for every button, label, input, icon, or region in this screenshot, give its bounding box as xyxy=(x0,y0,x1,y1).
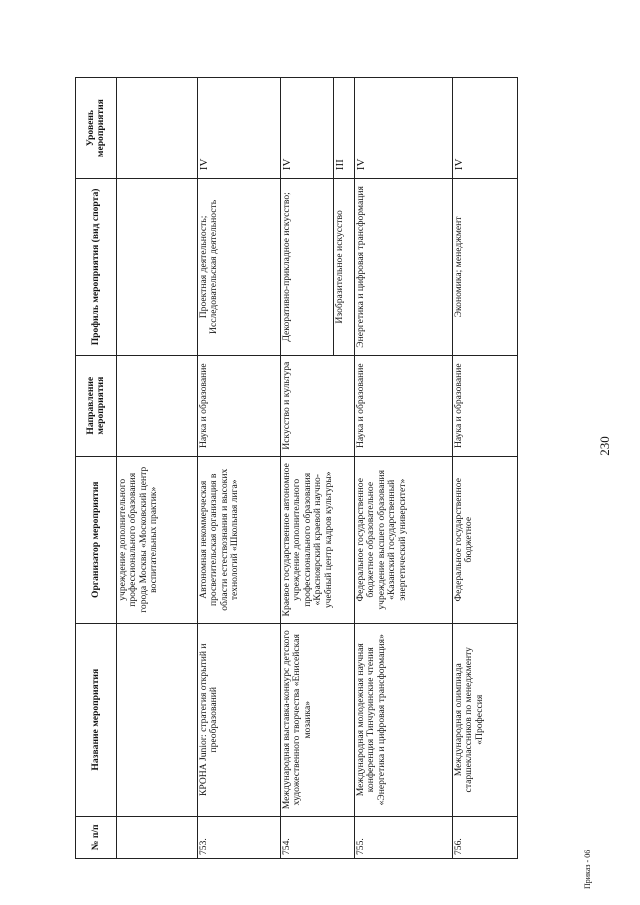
cell-level: IV xyxy=(198,78,281,179)
cell-profile xyxy=(117,179,198,355)
cell-organizer: Краевое государственное автономное учреждение дополнительного профессионального образования «Красноярский краевой научно-учебный центр кадров культуры» xyxy=(281,456,355,623)
cell-direction: Искусство и культура xyxy=(281,355,355,456)
cell-level: IV xyxy=(355,78,453,179)
cell-profile: Декоративно-прикладное искусство; xyxy=(281,179,334,355)
cell-name xyxy=(117,623,198,816)
table-row xyxy=(453,78,518,859)
cell-direction xyxy=(117,355,198,456)
header-level: Уровень мероприятия xyxy=(76,78,117,179)
cell-profile: Экономика; менеджмент xyxy=(453,179,518,355)
header-name: Название мероприятия xyxy=(76,623,117,816)
cell-level: IV xyxy=(281,78,334,179)
cell-num: 755. xyxy=(355,816,453,858)
cell-direction: Наука и образование xyxy=(453,355,518,456)
header-organizer: Организатор мероприятия xyxy=(76,456,117,623)
cell-num: 754. xyxy=(281,816,355,858)
cell-name: КРОНА Junior: стратегия открытий и преобразований xyxy=(198,623,281,816)
cell-organizer: Автономная некоммерческая просветительская организация в области естествознания и высоких технологий «Школьная лига» xyxy=(198,456,281,623)
header-profile: Профиль мероприятия (вид спорта) xyxy=(76,179,117,355)
cell-organizer: Федеральное государственное бюджетное образовательное учреждение высшего образования «Казанский государственный энергетический университет» xyxy=(355,456,453,623)
header-direction: Направление мероприятия xyxy=(76,355,117,456)
cell-name: Международная выставка-конкурс детского художественного творчества «Енисейская мозаика» xyxy=(281,623,355,816)
cell-organizer: Федеральное государственное бюджетное xyxy=(453,456,518,623)
page-number: 230 xyxy=(597,436,612,456)
events-table xyxy=(75,77,518,859)
cell-direction: Наука и образование xyxy=(198,355,281,456)
cell-profile: Проектная деятельность; Исследовательская деятельность xyxy=(198,179,281,355)
cell-num xyxy=(117,816,198,858)
cell-name: Международная молодежная научная конференция Тинчуринские чтения «Энергетика и цифровая трансформация» xyxy=(355,623,453,816)
cell-profile: Энергетика и цифровая трансформация xyxy=(355,179,453,355)
cell-name: Международная олимпиада старшеклассников по менеджменту «Профессия xyxy=(453,623,518,816)
table-header-row xyxy=(76,78,117,859)
cell-num: 756. xyxy=(453,816,518,858)
table-row xyxy=(117,78,198,859)
table-row xyxy=(355,78,453,859)
cell-profile: Изобразительное искусство xyxy=(334,179,355,355)
header-num: № п/п xyxy=(76,816,117,858)
cell-direction: Наука и образование xyxy=(355,355,453,456)
table-row xyxy=(198,78,281,859)
cell-level xyxy=(117,78,198,179)
footer-note: Приказ - 06 xyxy=(583,849,592,889)
table-row xyxy=(281,78,334,859)
cell-organizer: учреждение дополнительного профессионального образования города Москвы «Московский центр воспитательных практик» xyxy=(117,456,198,623)
cell-num: 753. xyxy=(198,816,281,858)
cell-level: IV xyxy=(453,78,518,179)
cell-level: III xyxy=(334,78,355,179)
